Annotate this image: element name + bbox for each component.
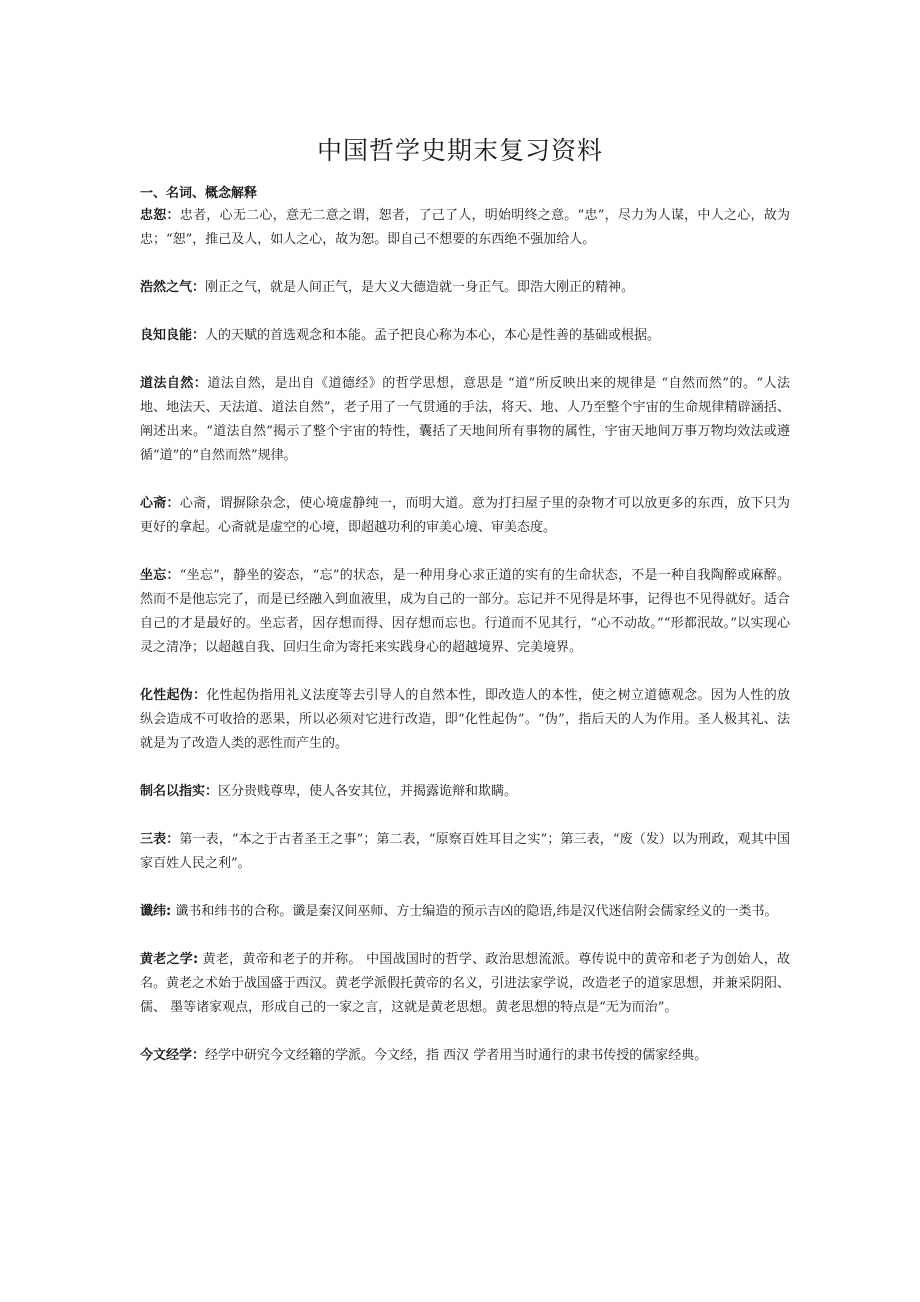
entry-text: 刚正之气，就是人间正气，是大义大德造就一身正气。即浩大刚正的精神。 bbox=[205, 280, 635, 295]
entry-text: 第一表，“本之于古者圣王之事”；第二表，“原察百姓耳目之实”；第三表，“废（发）以为刑政，观其中国家百姓人民之利”。 bbox=[140, 832, 790, 871]
entry-zuowang bbox=[140, 564, 790, 660]
entry-text: 黄老，黄帝和老子的并称。 中国战国时的哲学、政治思想流派。尊传说中的黄帝和老子为创始人，故名。黄老之术始于战国盛于西汉。黄老学派假托黄帝的名义，引进法家学说，改造老子的道家思想，并兼采阴阳、儒、 墨等诸家观点，形成自己的一家之言，这就是黄老思想。黄老思想的特点是“无为而治”。 bbox=[140, 952, 791, 1015]
entry-term: 今文经学： bbox=[140, 1048, 206, 1063]
entry-zhimingyizhishi bbox=[140, 780, 790, 804]
entry-haoranzhiqi bbox=[140, 276, 790, 300]
entry-term: 黄老之学: bbox=[140, 952, 199, 967]
entry-term: 制名以指实： bbox=[140, 784, 219, 799]
entry-huaxingqiwei bbox=[140, 684, 790, 756]
entry-text: 经学中研究今文经籍的学派。今文经，指 西汉 学者用当时通行的隶书传授的儒家经典。 bbox=[205, 1048, 708, 1063]
entry-term: 良知良能： bbox=[140, 328, 206, 343]
entry-term: 三表： bbox=[140, 832, 180, 847]
entry-term: 道法自然： bbox=[140, 376, 208, 391]
entry-text: 区分贵贱尊卑，使人各安其位，并揭露诡辩和欺瞒。 bbox=[218, 784, 518, 799]
entry-text: 忠者，心无二心，意无二意之谓，恕者，了己了人，明始明终之意。“忠”，尽力为人谋，中人之心，故为忠；“恕”，推己及人，如人之心，故为恕。即自己不想要的东西绝不强加给人。 bbox=[140, 208, 790, 247]
entry-term: 心斋： bbox=[140, 496, 180, 511]
entry-zhongshu bbox=[140, 204, 790, 252]
entry-daofaziran bbox=[140, 372, 790, 468]
entry-xinzhai bbox=[140, 492, 790, 540]
section-heading: 一、名词、概念解释 bbox=[140, 186, 258, 201]
entry-text: 化性起伪指用礼义法度等去引导人的自然本性，即改造人的本性，使之树立道德观念。因为人性的放纵会造成不可收拾的恶果，所以必须对它进行改造，即“化性起伪”。“伪”，指后天的人为作用。圣人极其礼、法就是为了改造人类的恶性而产生的。 bbox=[140, 688, 790, 751]
entry-term: 浩然之气： bbox=[140, 280, 206, 295]
entry-term: 化性起伪： bbox=[140, 688, 207, 703]
entry-text: 道法自然，是出自《道德经》的哲学思想，意思是 “道”所反映出来的规律是 “自然而然”的。“人法地、地法天、天法道、道法自然”，老子用了一气贯通的手法，将天、地、人乃至整个宇宙的生命规律精辟涵括、阐述出来。“道法自然”揭示了整个宇宙的特性，囊括了天地间所有事物的属性，宇宙天地间万事万物均效法或遵循“道”的“自然而然”规律。 bbox=[140, 376, 790, 463]
entry-term: 忠恕： bbox=[140, 208, 180, 223]
entry-text: 人的天赋的首选观念和本能。孟子把良心称为本心，本心是性善的基础或根据。 bbox=[205, 328, 661, 343]
entry-term: 坐忘： bbox=[140, 568, 180, 583]
document-body bbox=[140, 183, 790, 1092]
entry-text: 谶书和纬书的合称。谶是秦汉间巫师、方士编造的预示吉凶的隐语,纬是汉代迷信附会儒家经义的一类书。 bbox=[171, 904, 778, 919]
entry-text: “坐忘”，静坐的姿态，“忘”的状态，是一种用身心求正道的实有的生命状态，不是一种自我陶醉或麻醉。然而不是他忘完了，而是已经融入到血液里，成为自己的一部分。忘记并不见得是坏事，记得也不见得就好。适合自己的才是最好的。坐忘者，因存想而得、因存想而忘也。行道而不见其行，“心不动故。”“形都泯故。”以实现心灵之清净；以超越自我、回归生命为寄托来实践身心的超越境界、完美境界。 bbox=[140, 568, 791, 655]
entry-term: 谶纬: bbox=[140, 904, 172, 919]
entry-sanbiao bbox=[140, 828, 790, 876]
entry-chenwei bbox=[140, 900, 790, 924]
entry-huanglaozhixue bbox=[140, 948, 790, 1020]
entry-liangzhiliangneng bbox=[140, 324, 790, 348]
entry-text: 心斋，谓摒除杂念，使心境虚静纯一，而明大道。意为打扫屋子里的杂物才可以放更多的东西，放下只为更好的拿起。心斋就是虚空的心境，即超越功利的审美心境、审美态度。 bbox=[140, 496, 790, 535]
document-title: 中国哲学史期末复习资料 bbox=[316, 136, 603, 165]
entry-jinwenjingxue bbox=[140, 1044, 790, 1068]
